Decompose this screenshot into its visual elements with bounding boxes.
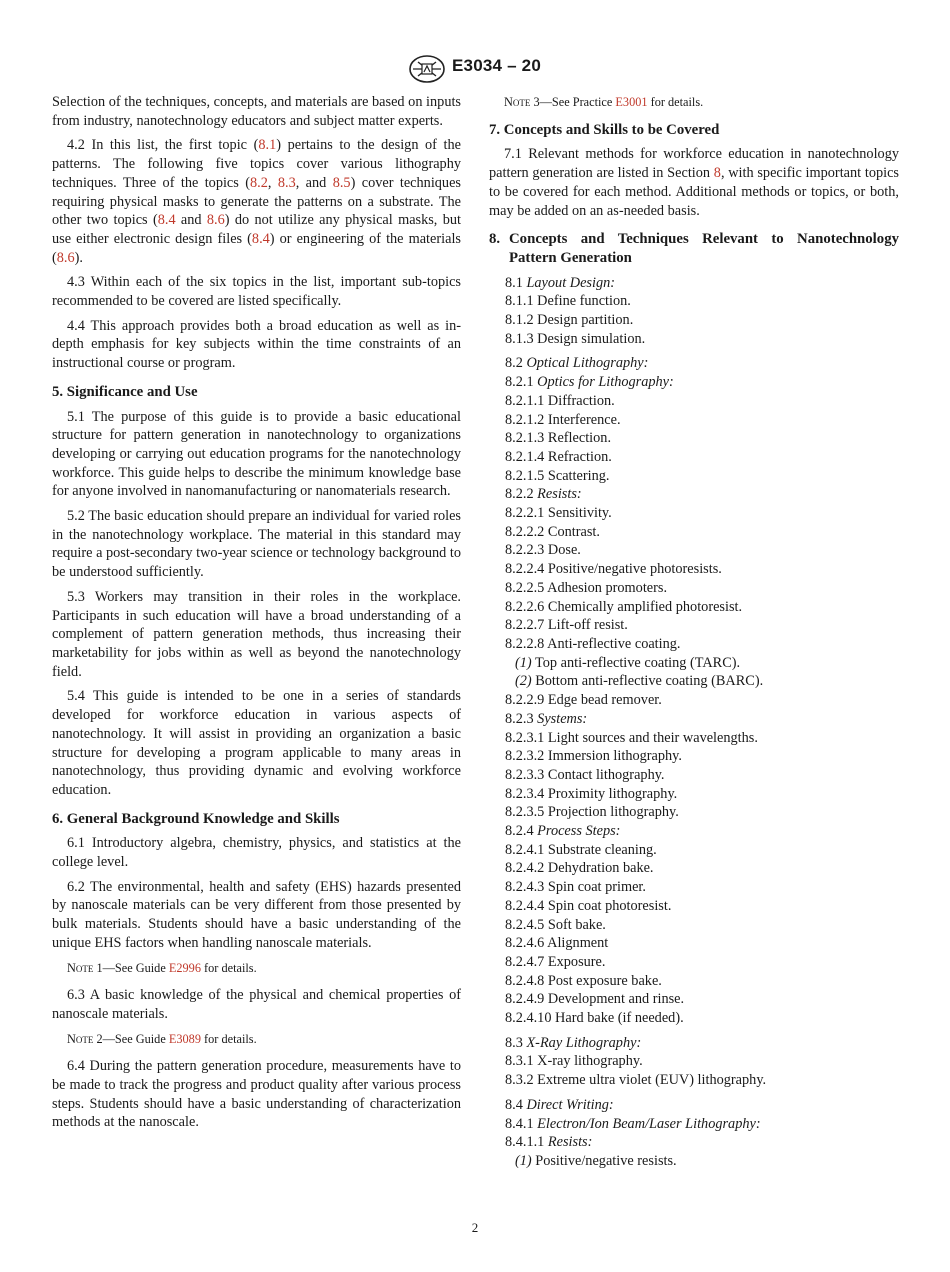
list-item: [489, 1096, 899, 1115]
ref-link[interactable]: 8.1: [258, 137, 277, 154]
section-6-heading: 6. General Background Knowledge and Skills: [52, 810, 340, 827]
list-item-text: Spin coat photoresist.: [547, 897, 672, 914]
list-item-number: 8.2.2.7: [505, 617, 545, 634]
list-item-text: X-Ray Lithography:: [526, 1034, 642, 1051]
list-item-text: Hard bake (if needed).: [555, 1010, 684, 1027]
list-item-number: 8.2.2.4: [505, 561, 545, 578]
ref-link[interactable]: 8.5: [332, 174, 351, 191]
list-item-text: Process Steps:: [537, 823, 621, 840]
list-item-text: Sensitivity.: [547, 505, 612, 522]
practice-link-e3001[interactable]: E3001: [615, 95, 648, 109]
list-item-number: 8.2.3.2: [505, 748, 545, 765]
list-item: [489, 934, 899, 953]
list-item-text: Resists:: [547, 1134, 593, 1151]
list-item-number: (1): [515, 1152, 532, 1169]
list-item-number: 8.2.4.2: [505, 860, 545, 877]
page-number: 2: [471, 1220, 479, 1235]
list-item-text: Adhesion promoters.: [547, 579, 668, 596]
list-item: [489, 841, 899, 860]
paragraph-4-2: 4.2 In this list, the first topic (8.1) pertains to the design of the patterns. The following five topics cover various lithography techniques. Three of the topics (8.2, 8.3, and 8.5) cover techniques requiring physical masks to generate the patterns on a substrate. The other two topics (8.4 and 8.6) do not utilize any physical masks, but use either electronic design files (8.4) or engineering of the materials (8.6).: [52, 137, 461, 266]
list-item-number: 8.2.2.3: [505, 542, 545, 559]
section-8-link[interactable]: 8: [713, 165, 721, 182]
ref-link[interactable]: 8.4: [157, 212, 176, 229]
list-item: [489, 579, 899, 598]
guide-link-e2996[interactable]: E2996: [168, 960, 201, 975]
paragraph-6-2: 6.2 The environmental, health and safety (EHS) hazards presented by nanoscale materials can be very different from those presented by bulk materials. Students should have a basic understanding of the unique EHS factors when handling nanoscale materials.: [52, 878, 461, 951]
ref-link[interactable]: 8.6: [206, 212, 225, 229]
list-item-number: 8.2.3.4: [505, 785, 545, 802]
list-item-text: Soft bake.: [547, 916, 606, 933]
list-item-text: Anti-reflective coating.: [547, 635, 681, 652]
list-item: [489, 1152, 899, 1171]
list-item-text: Optical Lithography:: [526, 355, 649, 372]
list-item-text: Post exposure bake.: [547, 972, 662, 989]
list-item-number: 8.2.2.8: [505, 635, 545, 652]
paragraph-6-4: 6.4 During the pattern generation procedure, measurements have to be made to track the progress and product quality after various process steps. Students should have a basic understanding of characterization methods at the nanoscale.: [52, 1058, 461, 1131]
list-item: [489, 311, 899, 330]
list-item: [489, 467, 899, 486]
list-item: [489, 560, 899, 579]
paragraph-6-1: 6.1 Introductory algebra, chemistry, physics, and statistics at the college level.: [52, 835, 461, 871]
list-item: [489, 1009, 899, 1028]
section-5-heading: 5. Significance and Use: [52, 383, 198, 400]
list-item: [489, 785, 899, 804]
list-item-number: 8.2.4.9: [505, 991, 545, 1008]
list-item-number: 8.4.1.1: [505, 1134, 545, 1151]
list-item-text: Development and rinse.: [547, 991, 685, 1008]
list-item-text: Direct Writing:: [526, 1096, 614, 1113]
list-item-text: Reflection.: [547, 430, 612, 447]
section-7-heading: 7. Concepts and Skills to be Covered: [489, 121, 720, 138]
list-item-text: Scattering.: [547, 467, 610, 484]
guide-link-e3089[interactable]: E3089: [168, 1031, 201, 1046]
list-item-text: Contrast.: [547, 523, 600, 540]
list-item-number: 8.2.4.7: [505, 953, 545, 970]
list-item-text: Electron/Ion Beam/Laser Lithography:: [537, 1115, 761, 1132]
list-item-number: 8.2.4.5: [505, 916, 545, 933]
paragraph-4-3: 4.3 Within each of the six topics in the list, important sub-topics recommended to be covered are listed specifically.: [52, 274, 461, 310]
list-item: [489, 859, 899, 878]
list-item-text: Design simulation.: [537, 330, 646, 347]
page-header: [0, 54, 950, 84]
list-item-text: Chemically amplified photoresist.: [547, 598, 743, 615]
list-item-number: (1): [515, 654, 532, 671]
list-item-text: Refraction.: [547, 448, 612, 465]
list-item: [489, 803, 899, 822]
list-item-text: X-ray lithography.: [537, 1053, 643, 1070]
list-item-text: Layout Design:: [526, 274, 616, 291]
list-item-number: 8.2.3: [505, 710, 534, 727]
list-item-number: 8.2.1.2: [505, 411, 545, 428]
paragraph-5-4: 5.4 This guide is intended to be one in a series of standards developed for workforce education in various aspects of nanotechnology. It will assist in providing an organization a basic structure for developing a program applicable to many areas in nanotechnology, thus providing dynamic and evolving workforce education.: [52, 688, 461, 798]
list-item-number: 8.2.2.6: [505, 598, 545, 615]
list-item-text: Contact lithography.: [547, 766, 665, 783]
list-item: [489, 691, 899, 710]
intro-paragraph: Selection of the techniques, concepts, and materials are based on inputs from industry, nanotechnology educators and subject matter experts.: [52, 94, 461, 129]
list-item-number: 8.2.4.4: [505, 897, 545, 914]
list-item-text: Resists:: [537, 486, 582, 503]
list-item: [489, 953, 899, 972]
list-item: [489, 766, 899, 785]
list-item-text: Diffraction.: [547, 392, 615, 409]
list-item-text: Projection lithography.: [547, 804, 679, 821]
list-item-text: Optics for Lithography:: [537, 374, 674, 391]
paragraph-7-1: 7.1 Relevant methods for workforce education in nanotechnology pattern generation are listed in Section 8, with specific important topics to be covered for each method. Additional methods or topics, or both, may be added on an as-needed basis.: [489, 146, 900, 219]
list-item: [489, 1052, 899, 1071]
list-item-number: 8.2.2.9: [505, 692, 545, 709]
list-item-text: Spin coat primer.: [547, 879, 646, 896]
list-item-text: Substrate cleaning.: [547, 841, 657, 858]
list-item-number: 8.3.2: [505, 1072, 534, 1089]
paragraph-5-2: 5.2 The basic education should prepare an individual for varied roles in the nanotechnology workplace. The material in this standard may require a post-secondary two-year science or technology background to be understood sufficiently.: [52, 508, 461, 581]
note-1: Note 1—See Guide E2996 for details.: [67, 960, 257, 975]
list-item-text: Positive/negative photoresists.: [547, 561, 722, 578]
list-item-text: Dose.: [547, 542, 581, 559]
list-item: [489, 1115, 899, 1134]
list-item-text: Alignment: [547, 935, 609, 952]
list-item-text: Systems:: [537, 710, 588, 727]
list-item-number: 8.3.1: [505, 1053, 534, 1070]
list-item: [489, 1071, 899, 1090]
list-item: [489, 878, 899, 897]
list-item: [489, 504, 899, 523]
list-item: [489, 392, 899, 411]
list-item: [489, 1133, 899, 1152]
list-item-text: Dehydration bake.: [547, 860, 654, 877]
list-item-number: 8.4: [505, 1096, 523, 1113]
list-item: [489, 1034, 899, 1053]
list-item: [489, 822, 899, 841]
list-item-number: (2): [515, 673, 532, 690]
left-column: [52, 93, 461, 1138]
list-item: [489, 729, 899, 748]
document-id: E3034 – 20: [452, 56, 541, 75]
list-item: [489, 598, 899, 617]
list-item: [489, 373, 899, 392]
list-item: [489, 429, 899, 448]
list-item-number: 8.2.1.1: [505, 392, 545, 409]
list-item-number: 8.2.2.1: [505, 505, 545, 522]
astm-logo-icon: [408, 54, 446, 84]
list-item-number: 8.3: [505, 1034, 523, 1051]
list-item-number: 8.2.4.6: [505, 935, 545, 952]
list-item-number: 8.2.1: [505, 374, 534, 391]
list-item-number: 8.1.2: [505, 312, 534, 329]
list-item-number: 8.1.3: [505, 330, 534, 347]
list-item-number: 8.2.4.3: [505, 879, 545, 896]
list-item-number: 8.1: [505, 274, 523, 291]
list-item-number: 8.2.3.1: [505, 729, 545, 746]
list-item: [489, 274, 899, 293]
section-8-heading: 8. Concepts and Techniques Relevant to Nanotechnology Pattern Generation: [489, 231, 899, 266]
list-item-number: 8.4.1: [505, 1115, 534, 1132]
list-item: [489, 635, 899, 654]
list-item: [489, 485, 899, 504]
list-item-text: Bottom anti-reflective coating (BARC).: [535, 673, 764, 690]
ref-link[interactable]: 8.4: [251, 230, 270, 247]
list-item-text: Light sources and their wavelengths.: [547, 729, 758, 746]
list-item-number: 8.2.3.5: [505, 804, 545, 821]
list-item-text: Lift-off resist.: [547, 617, 628, 634]
list-item: [489, 972, 899, 991]
list-item-text: Exposure.: [547, 953, 606, 970]
list-item: [489, 616, 899, 635]
list-item-number: 8.2.1.4: [505, 448, 545, 465]
list-item: [489, 916, 899, 935]
list-item-number: 8.2.2.5: [505, 579, 545, 596]
list-item: [489, 292, 899, 311]
ref-link[interactable]: 8.2: [250, 174, 268, 191]
list-item: [489, 541, 899, 560]
list-item-number: 8.2.4: [505, 823, 534, 840]
list-item: [489, 897, 899, 916]
list-item-number: 8.2.4.10: [505, 1010, 552, 1027]
list-item-text: Extreme ultra violet (EUV) lithography.: [537, 1072, 767, 1089]
list-item: [489, 448, 899, 467]
paragraph-6-3: 6.3 A basic knowledge of the physical and chemical properties of nanoscale materials.: [52, 987, 461, 1022]
ref-link[interactable]: 8.6: [56, 249, 75, 266]
note-2: Note 2—See Guide E3089 for details.: [67, 1031, 257, 1046]
list-item-number: 8.2.4.8: [505, 972, 545, 989]
paragraph-5-3: 5.3 Workers may transition in their roles in the workplace. Participants in such education will have a broad understanding of a complement of pattern generation methods, thus increasing their marketability for jobs within as well as beyond the nanotechnology field.: [52, 588, 461, 680]
list-item: [489, 710, 899, 729]
list-item: [489, 354, 899, 373]
list-item-text: Interference.: [547, 411, 621, 428]
right-column: [489, 93, 899, 1171]
list-item-text: Positive/negative resists.: [535, 1152, 677, 1169]
list-item-text: Define function.: [537, 293, 631, 310]
list-item: [489, 523, 899, 542]
list-item: [489, 672, 899, 691]
list-item-number: 8.2.1.3: [505, 430, 545, 447]
list-item-text: Immersion lithography.: [547, 748, 682, 765]
list-item-number: 8.1.1: [505, 293, 534, 310]
list-item-number: 8.2.2.2: [505, 523, 545, 540]
topic-list: [489, 274, 899, 1171]
list-item-text: Top anti-reflective coating (TARC).: [535, 654, 741, 671]
list-item-number: 8.2: [505, 355, 523, 372]
list-item: [489, 330, 899, 349]
paragraph-4-4: 4.4 This approach provides both a broad education as well as in-depth emphasis for key subjects within the time constraints of an instructional course or program.: [52, 317, 461, 372]
list-item: [489, 747, 899, 766]
paragraph-5-1: 5.1 The purpose of this guide is to provide a basic educational structure for pattern generation in nanotechnology to organizations developing or carrying out education programs for the nanotechnology workforce. This guide helps to describe the minimum knowledge base for anyone involved in nanomanufacturing or nanomaterials research.: [52, 408, 461, 500]
list-item: [489, 990, 899, 1009]
list-item: [489, 654, 899, 673]
list-item-number: 8.2.4.1: [505, 841, 545, 858]
note-3: Note 3—See Practice E3001 for details.: [504, 95, 704, 109]
list-item-text: Edge bead remover.: [547, 692, 662, 709]
list-item-number: 8.2.1.5: [505, 467, 545, 484]
list-item: [489, 411, 899, 430]
list-item-number: 8.2.3.3: [505, 766, 545, 783]
ref-link[interactable]: 8.3: [277, 174, 296, 191]
list-item-number: 8.2.2: [505, 486, 534, 503]
list-item-text: Design partition.: [537, 312, 634, 329]
list-item-text: Proximity lithography.: [547, 785, 678, 802]
